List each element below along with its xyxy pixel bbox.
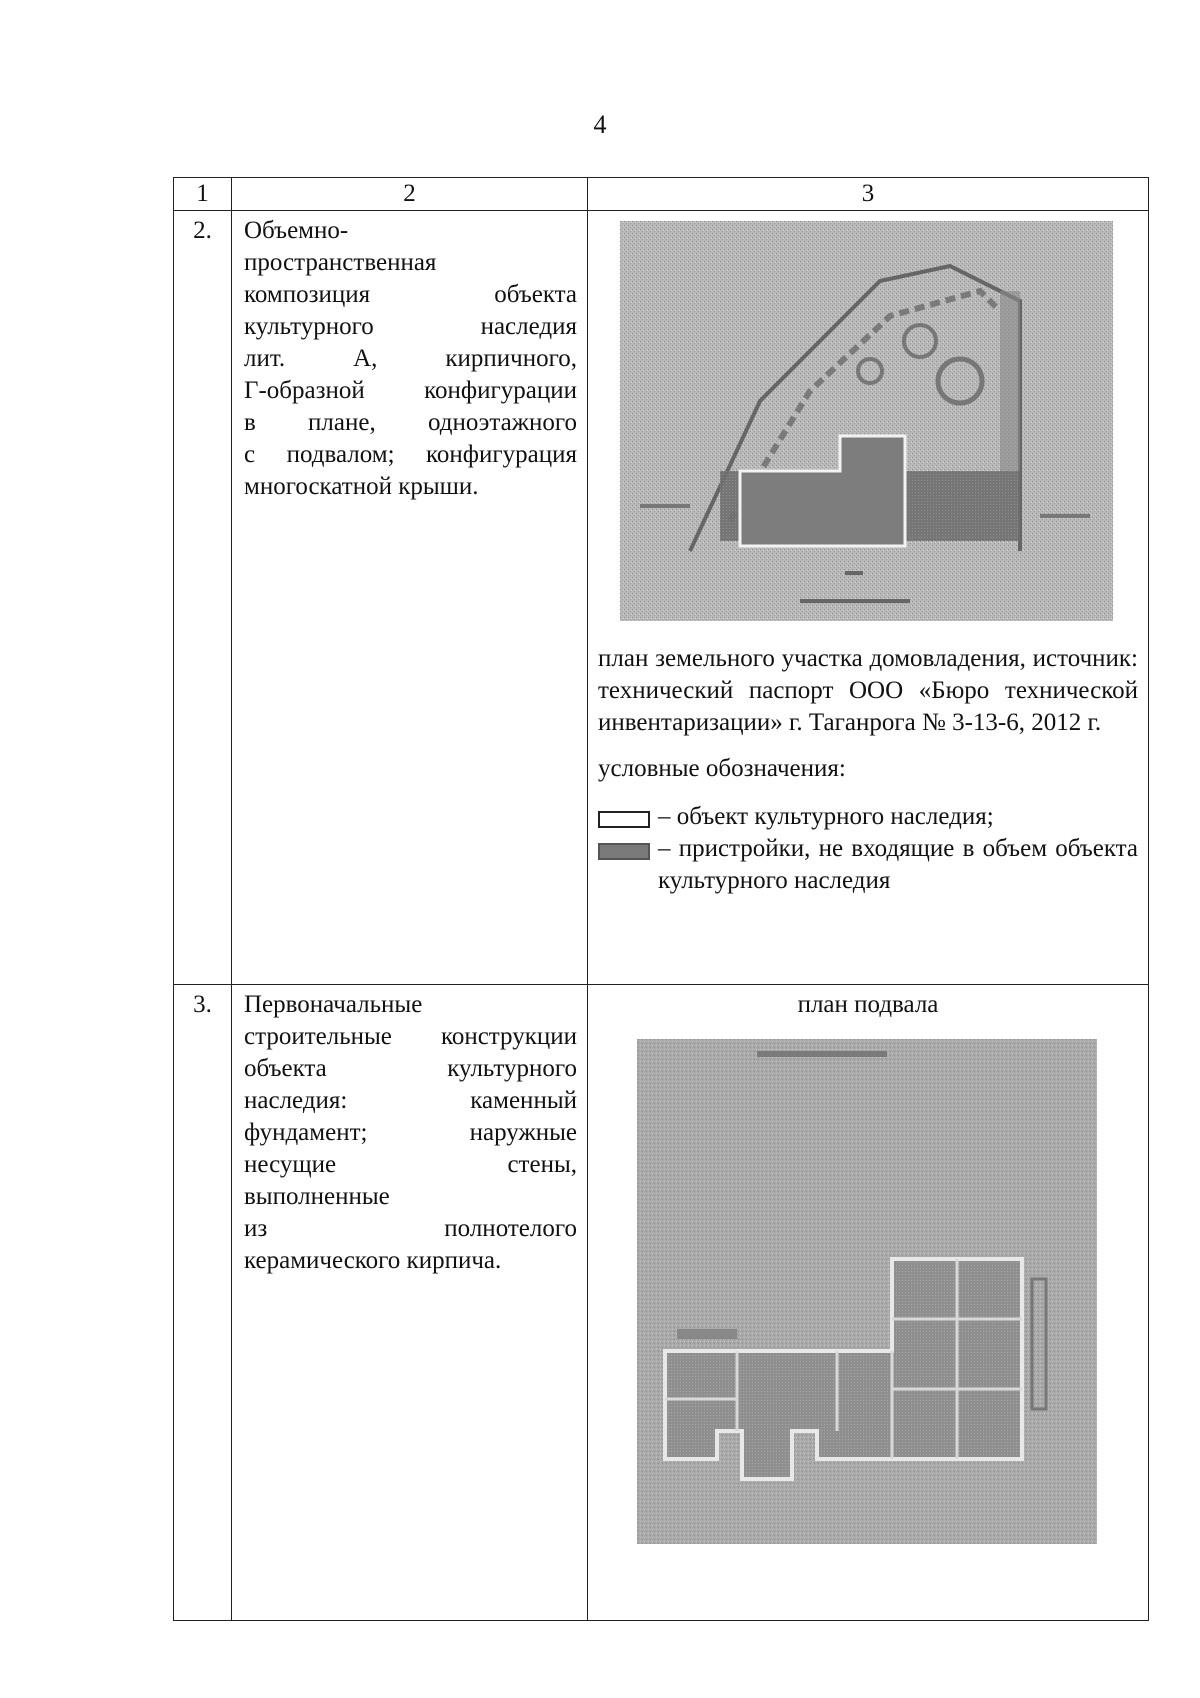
row-figure-cell: [588, 985, 1149, 1621]
legend-item: [598, 833, 1138, 897]
description-line: объекта культурного: [244, 1055, 577, 1082]
legend-swatch-white: [598, 811, 650, 828]
table-row: [174, 985, 1149, 1621]
row-description: [232, 211, 588, 985]
description-line: лит. А, кирпичного,: [244, 345, 577, 372]
description-line: из полнотелого: [244, 1215, 577, 1242]
description-line: несущие стены,: [244, 1151, 577, 1178]
basement-plan-image: [637, 1039, 1097, 1544]
figure-title: план подвала: [797, 991, 939, 1018]
header-col-3: 3: [588, 178, 1149, 211]
document-table: [173, 177, 1149, 1621]
row-figure-cell: [588, 211, 1149, 985]
description-line: многоскатной крыши.: [244, 473, 479, 500]
legend-item: [598, 801, 1138, 833]
legend-text: – пристройки, не входящие в объем объекта культурного наследия: [658, 835, 1138, 894]
figure-caption: план земельного участка домовладения, источник: технический паспорт ООО «Бюро технической инвентаризации» г. Таганрога № 3-13-6, 2012 г.: [598, 645, 1138, 736]
description-line: строительные конструкции: [244, 1023, 577, 1050]
description-line: с подвалом; конфигурация: [244, 441, 577, 468]
description-line: Объемно-: [244, 217, 349, 244]
description-line: в плане, одноэтажного: [244, 409, 577, 436]
description-line: культурного наследия: [244, 313, 577, 340]
description-line: керамического кирпича.: [244, 1247, 502, 1274]
header-col-2: 2: [232, 178, 588, 211]
row-description: [232, 985, 588, 1621]
description-line: наследия: каменный: [244, 1087, 577, 1114]
table-header-row: [174, 178, 1149, 211]
row-number: 2.: [174, 211, 232, 985]
header-col-1: 1: [174, 178, 232, 211]
description-line: композиция объекта: [244, 281, 577, 308]
description-line: Первоначальные: [244, 991, 423, 1018]
description-line: выполненные: [244, 1183, 390, 1210]
legend-swatch-grey: [598, 843, 650, 860]
page-number: 4: [593, 110, 607, 139]
legend-text: – объект культурного наследия;: [658, 803, 994, 830]
description-line: Г-образной конфигурации: [244, 377, 577, 404]
legend-title: условные обозначения:: [598, 755, 846, 782]
table-row: [174, 211, 1149, 985]
site-plan-image: [620, 221, 1113, 621]
description-line: пространственная: [244, 249, 437, 276]
description-line: фундамент; наружные: [244, 1119, 577, 1146]
row-number: 3.: [174, 985, 232, 1621]
